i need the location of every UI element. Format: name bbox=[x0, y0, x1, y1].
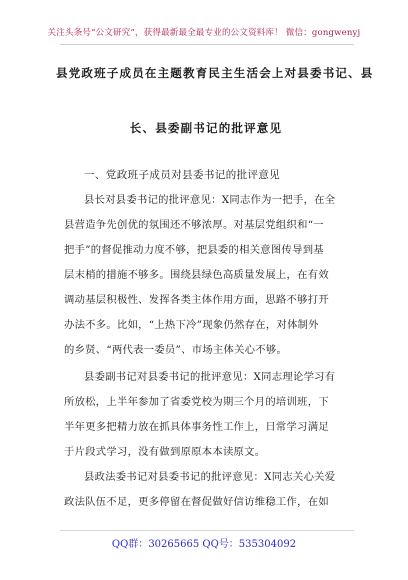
paragraph-line: 半年更多把精力放在抓具体事务性工作上，日常学习满足 bbox=[64, 421, 329, 433]
paragraph-line: 政法队伍不足，更多停留在督促做好信访维稳工作，在如 bbox=[64, 496, 329, 508]
paragraph-line: 调动基层积极性、发挥各类主体作用方面，思路不够打开 bbox=[64, 294, 329, 306]
footer-contacts: QQ群：30265665 QQ号：535304092 bbox=[111, 539, 297, 550]
header-divider bbox=[60, 44, 354, 45]
document-title-line-1: 县党政班子成员在主题教育民主生活会上对县委书记、县 bbox=[56, 66, 374, 80]
header-banner: 关注头条号“公文研究”，获得最新最全最专业的公文资料库！ 微信：gongwenyj bbox=[47, 28, 361, 38]
section-heading: 一、党政班子成员对县委书记的批评意见 bbox=[84, 169, 281, 181]
document-title-line-2: 长、县委副书记的批评意见 bbox=[129, 121, 283, 135]
paragraph-line: 层末梢的措施不够多。围绕县绿色高质量发展上，在有效 bbox=[64, 269, 329, 281]
paragraph-line: 县政法委书记对县委书记的批评意见：X同志关心关爱 bbox=[84, 471, 336, 483]
footer-divider bbox=[60, 530, 354, 531]
paragraph-line: 的乡贤、“两代表一委员”、市场主体关心不够。 bbox=[64, 344, 288, 356]
paragraph-line: 县营造争先创优的氛围还不够浓厚。对基层党组织和“一 bbox=[64, 219, 324, 231]
paragraph-line: 所放松，上半年参加了省委党校为期三个月的培训班，下 bbox=[64, 396, 329, 408]
paragraph-line: 于片段式学习，没有做到原原本本读原文。 bbox=[64, 446, 266, 458]
paragraph-line: 县委副书记对县委书记的批评意见：X同志理论学习有 bbox=[84, 371, 336, 383]
paragraph-line: 县长对县委书记的批评意见：X同志作为一把手，在全 bbox=[84, 194, 336, 206]
paragraph-line: 把手”的督促推动力度不够，把县委的相关意图传导到基 bbox=[64, 244, 324, 256]
paragraph-line: 办法不多。比如，“上热下冷”现象仍然存在，对体制外 bbox=[64, 319, 319, 331]
